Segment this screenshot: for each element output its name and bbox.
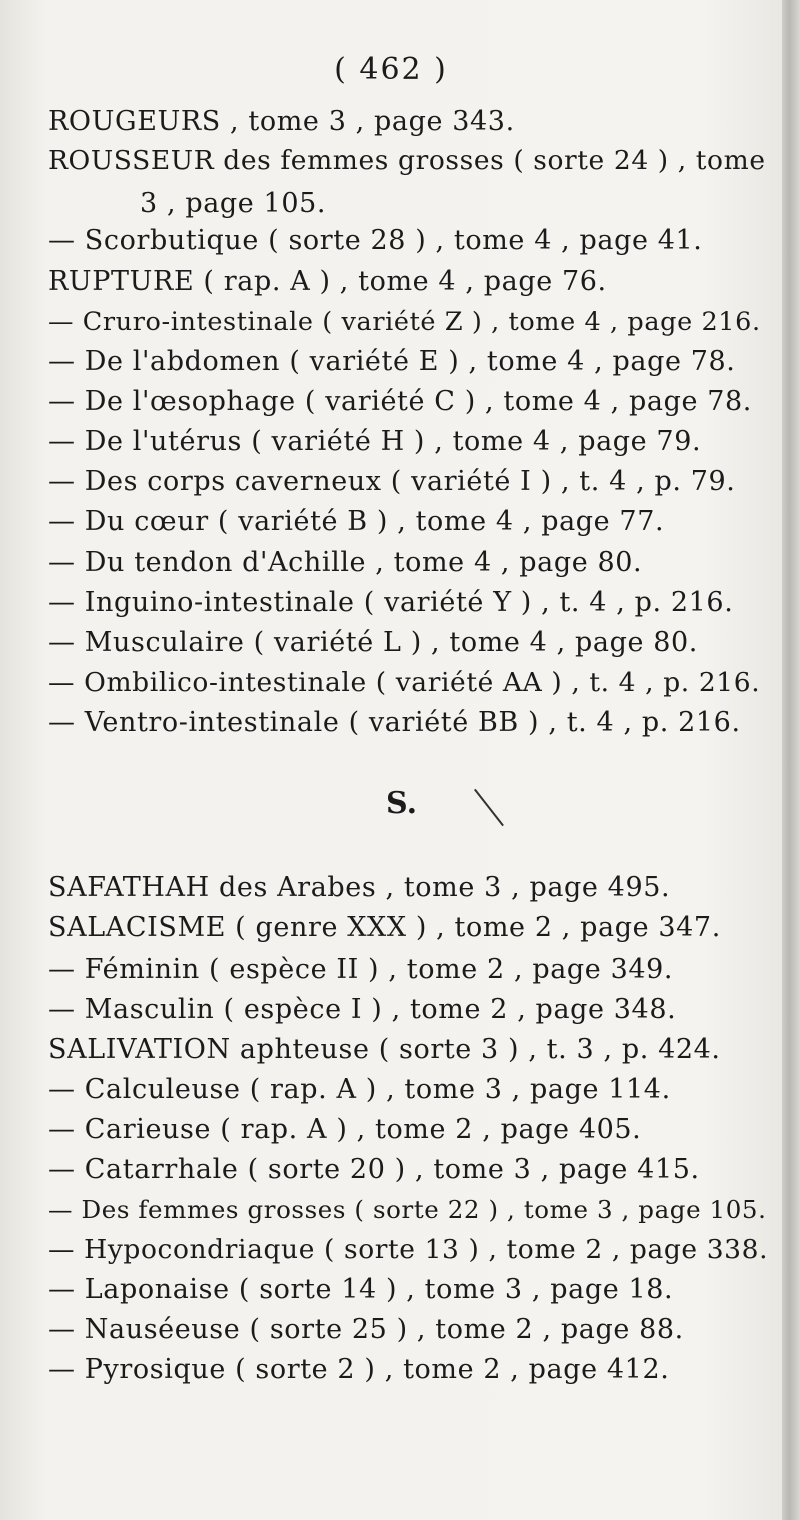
index-subentry: — Pyrosique ( sorte 2 ) , tome 2 , page 412. — [48, 1354, 670, 1385]
index-subentry: — De l'abdomen ( variété E ) , tome 4 , page 78. — [48, 346, 736, 377]
index-entry: SAFATHAH des Arabes , tome 3 , page 495. — [48, 872, 671, 903]
page-number: ( 462 ) — [334, 52, 448, 87]
index-subentry: — Scorbutique ( sorte 28 ) , tome 4 , page 41. — [48, 225, 703, 256]
index-subentry: — Du cœur ( variété B ) , tome 4 , page 77. — [48, 506, 665, 537]
index-subentry: — Féminin ( espèce II ) , tome 2 , page 349. — [48, 954, 674, 985]
page-edge — [782, 0, 800, 1520]
index-subentry: — Catarrhale ( sorte 20 ) , tome 3 , page 415. — [48, 1154, 700, 1185]
index-entry: RUPTURE ( rap. A ) , tome 4 , page 76. — [48, 266, 607, 297]
index-subentry: — Ombilico-intestinale ( variété AA ) , t. 4 , p. 216. — [48, 667, 761, 698]
index-subentry: — Laponaise ( sorte 14 ) , tome 3 , page 18. — [48, 1274, 674, 1305]
index-entry: ROUSSEUR des femmes grosses ( sorte 24 ) , tome — [48, 145, 766, 176]
section-letter: S. — [386, 786, 418, 821]
index-subentry: — Musculaire ( variété L ) , tome 4 , page 80. — [48, 627, 698, 658]
index-subentry: — Ventro-intestinale ( variété BB ) , t. 4 , p. 216. — [48, 707, 741, 738]
index-subentry: — Des corps caverneux ( variété I ) , t. 4 , p. 79. — [48, 466, 736, 497]
index-subentry: — Nauséeuse ( sorte 25 ) , tome 2 , page 88. — [48, 1314, 684, 1345]
index-subentry: — Hypocondriaque ( sorte 13 ) , tome 2 , page 338. — [48, 1234, 769, 1265]
index-subentry: — Inguino-intestinale ( variété Y ) , t. 4 , p. 216. — [48, 587, 734, 618]
index-subentry: — Calculeuse ( rap. A ) , tome 3 , page 114. — [48, 1074, 671, 1105]
index-subentry: — Des femmes grosses ( sorte 22 ) , tome 3 , page 105. — [48, 1195, 767, 1224]
index-entry-continuation: 3 , page 105. — [140, 188, 327, 219]
index-entry: SALIVATION aphteuse ( sorte 3 ) , t. 3 , p. 424. — [48, 1034, 721, 1065]
index-subentry: — De l'œsophage ( variété C ) , tome 4 , page 78. — [48, 386, 752, 417]
index-subentry: — De l'utérus ( variété H ) , tome 4 , page 79. — [48, 426, 702, 457]
index-subentry: — Du tendon d'Achille , tome 4 , page 80. — [48, 547, 643, 578]
index-subentry: — Masculin ( espèce I ) , tome 2 , page 348. — [48, 994, 677, 1025]
index-subentry: — Cruro-intestinale ( variété Z ) , tome 4 , page 216. — [48, 307, 761, 337]
index-subentry: — Carieuse ( rap. A ) , tome 2 , page 405. — [48, 1114, 642, 1145]
index-entry: ROUGEURS , tome 3 , page 343. — [48, 106, 515, 137]
index-entry: SALACISME ( genre XXX ) , tome 2 , page 347. — [48, 912, 721, 943]
